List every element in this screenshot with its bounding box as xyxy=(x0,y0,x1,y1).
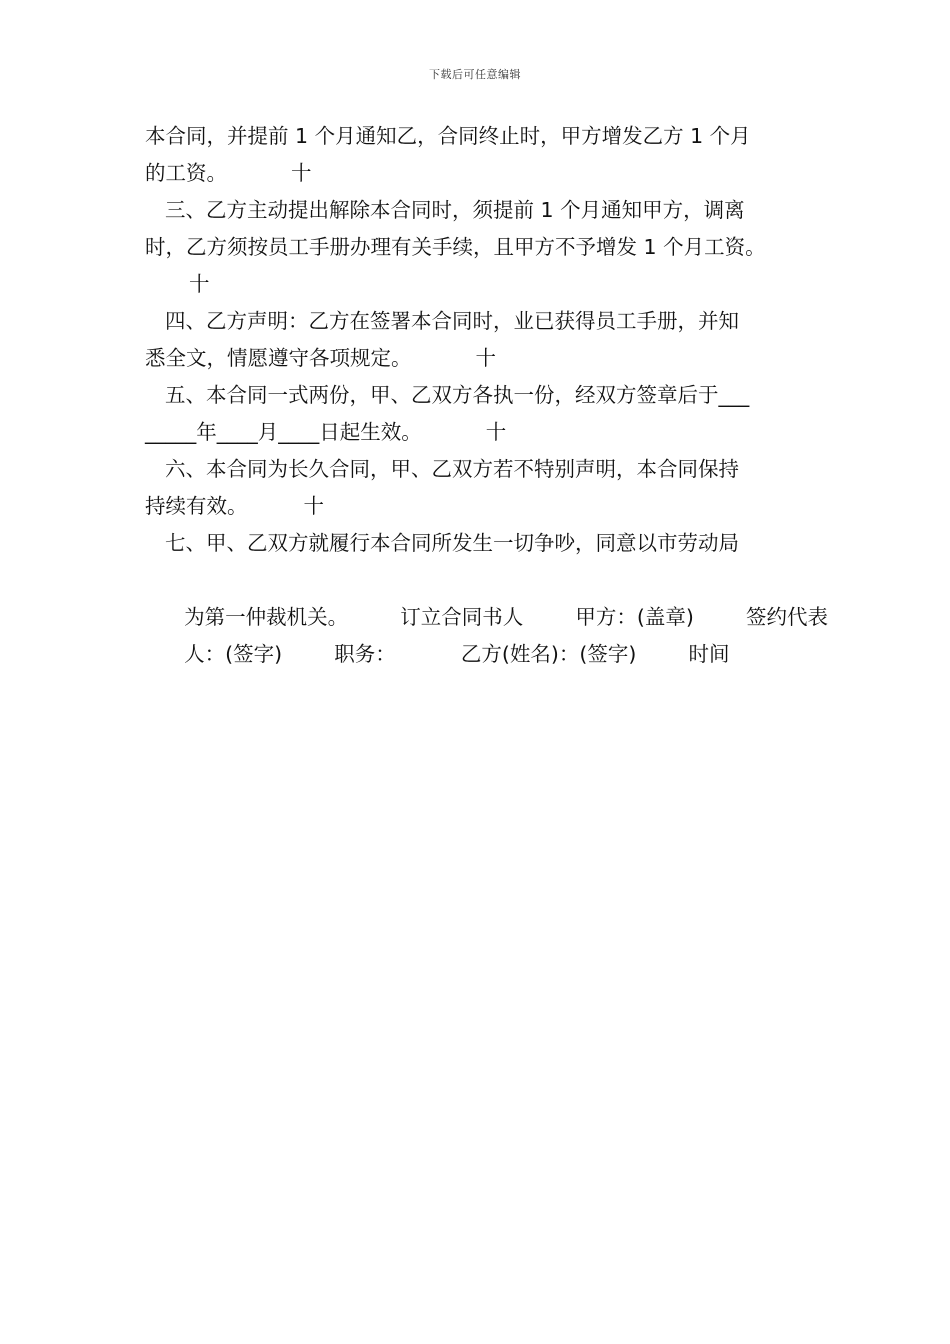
contract-line xyxy=(145,451,815,488)
contract-line xyxy=(145,377,815,414)
contract-line xyxy=(145,340,815,377)
contract-line xyxy=(145,229,815,266)
contract-line xyxy=(145,266,815,303)
contract-body xyxy=(145,118,828,666)
cross-mark: 十 xyxy=(303,494,324,518)
line-text: 七、甲、乙双方就履行本合同所发生一切争吵，同意以市劳动局 xyxy=(165,531,739,555)
contract-line xyxy=(145,525,815,562)
line-text: _____年____月____日起生效。 xyxy=(145,420,422,444)
line-text: 五、本合同一式两份，甲、乙双方各执一份，经双方签章后于___ xyxy=(165,383,750,407)
cross-mark: 十 xyxy=(485,420,507,444)
contract-line xyxy=(145,488,815,525)
contract-line xyxy=(145,303,815,340)
line-text: 人：(签字) 职务： 乙方(姓名)：(签字) 时间 xyxy=(184,642,730,666)
contract-line xyxy=(145,192,815,229)
line-text: 的工资。 xyxy=(145,161,227,185)
line-text: 为第一仲裁机关。 订立合同书人 甲方：(盖章) 签约代表 xyxy=(184,605,828,629)
line-text: 时，乙方须按员工手册办理有关手续，且甲方不予增发 1 个月工资。 xyxy=(145,235,766,259)
cross-mark: 十 xyxy=(291,161,312,185)
contract-line xyxy=(145,155,815,192)
contract-line xyxy=(145,562,828,629)
contract-line xyxy=(145,118,815,155)
line-text: 三、乙方主动提出解除本合同时，须提前 1 个月通知甲方，调离 xyxy=(165,198,745,222)
cross-mark: 十 xyxy=(189,272,210,296)
line-text: 持续有效。 xyxy=(145,494,248,518)
line-text: 六、本合同为长久合同，甲、乙双方若不特别声明，本合同保持 xyxy=(165,457,739,481)
page-header: 下载后可任意编辑 xyxy=(429,68,521,81)
cross-mark: 十 xyxy=(475,346,496,370)
line-text: 本合同，并提前 1 个月通知乙，合同终止时，甲方增发乙方 1 个月 xyxy=(145,124,751,148)
line-text: 四、乙方声明：乙方在签署本合同时，业已获得员工手册，并知 xyxy=(165,309,739,333)
contract-line xyxy=(145,414,815,451)
line-text: 悉全文，情愿遵守各项规定。 xyxy=(145,346,412,370)
